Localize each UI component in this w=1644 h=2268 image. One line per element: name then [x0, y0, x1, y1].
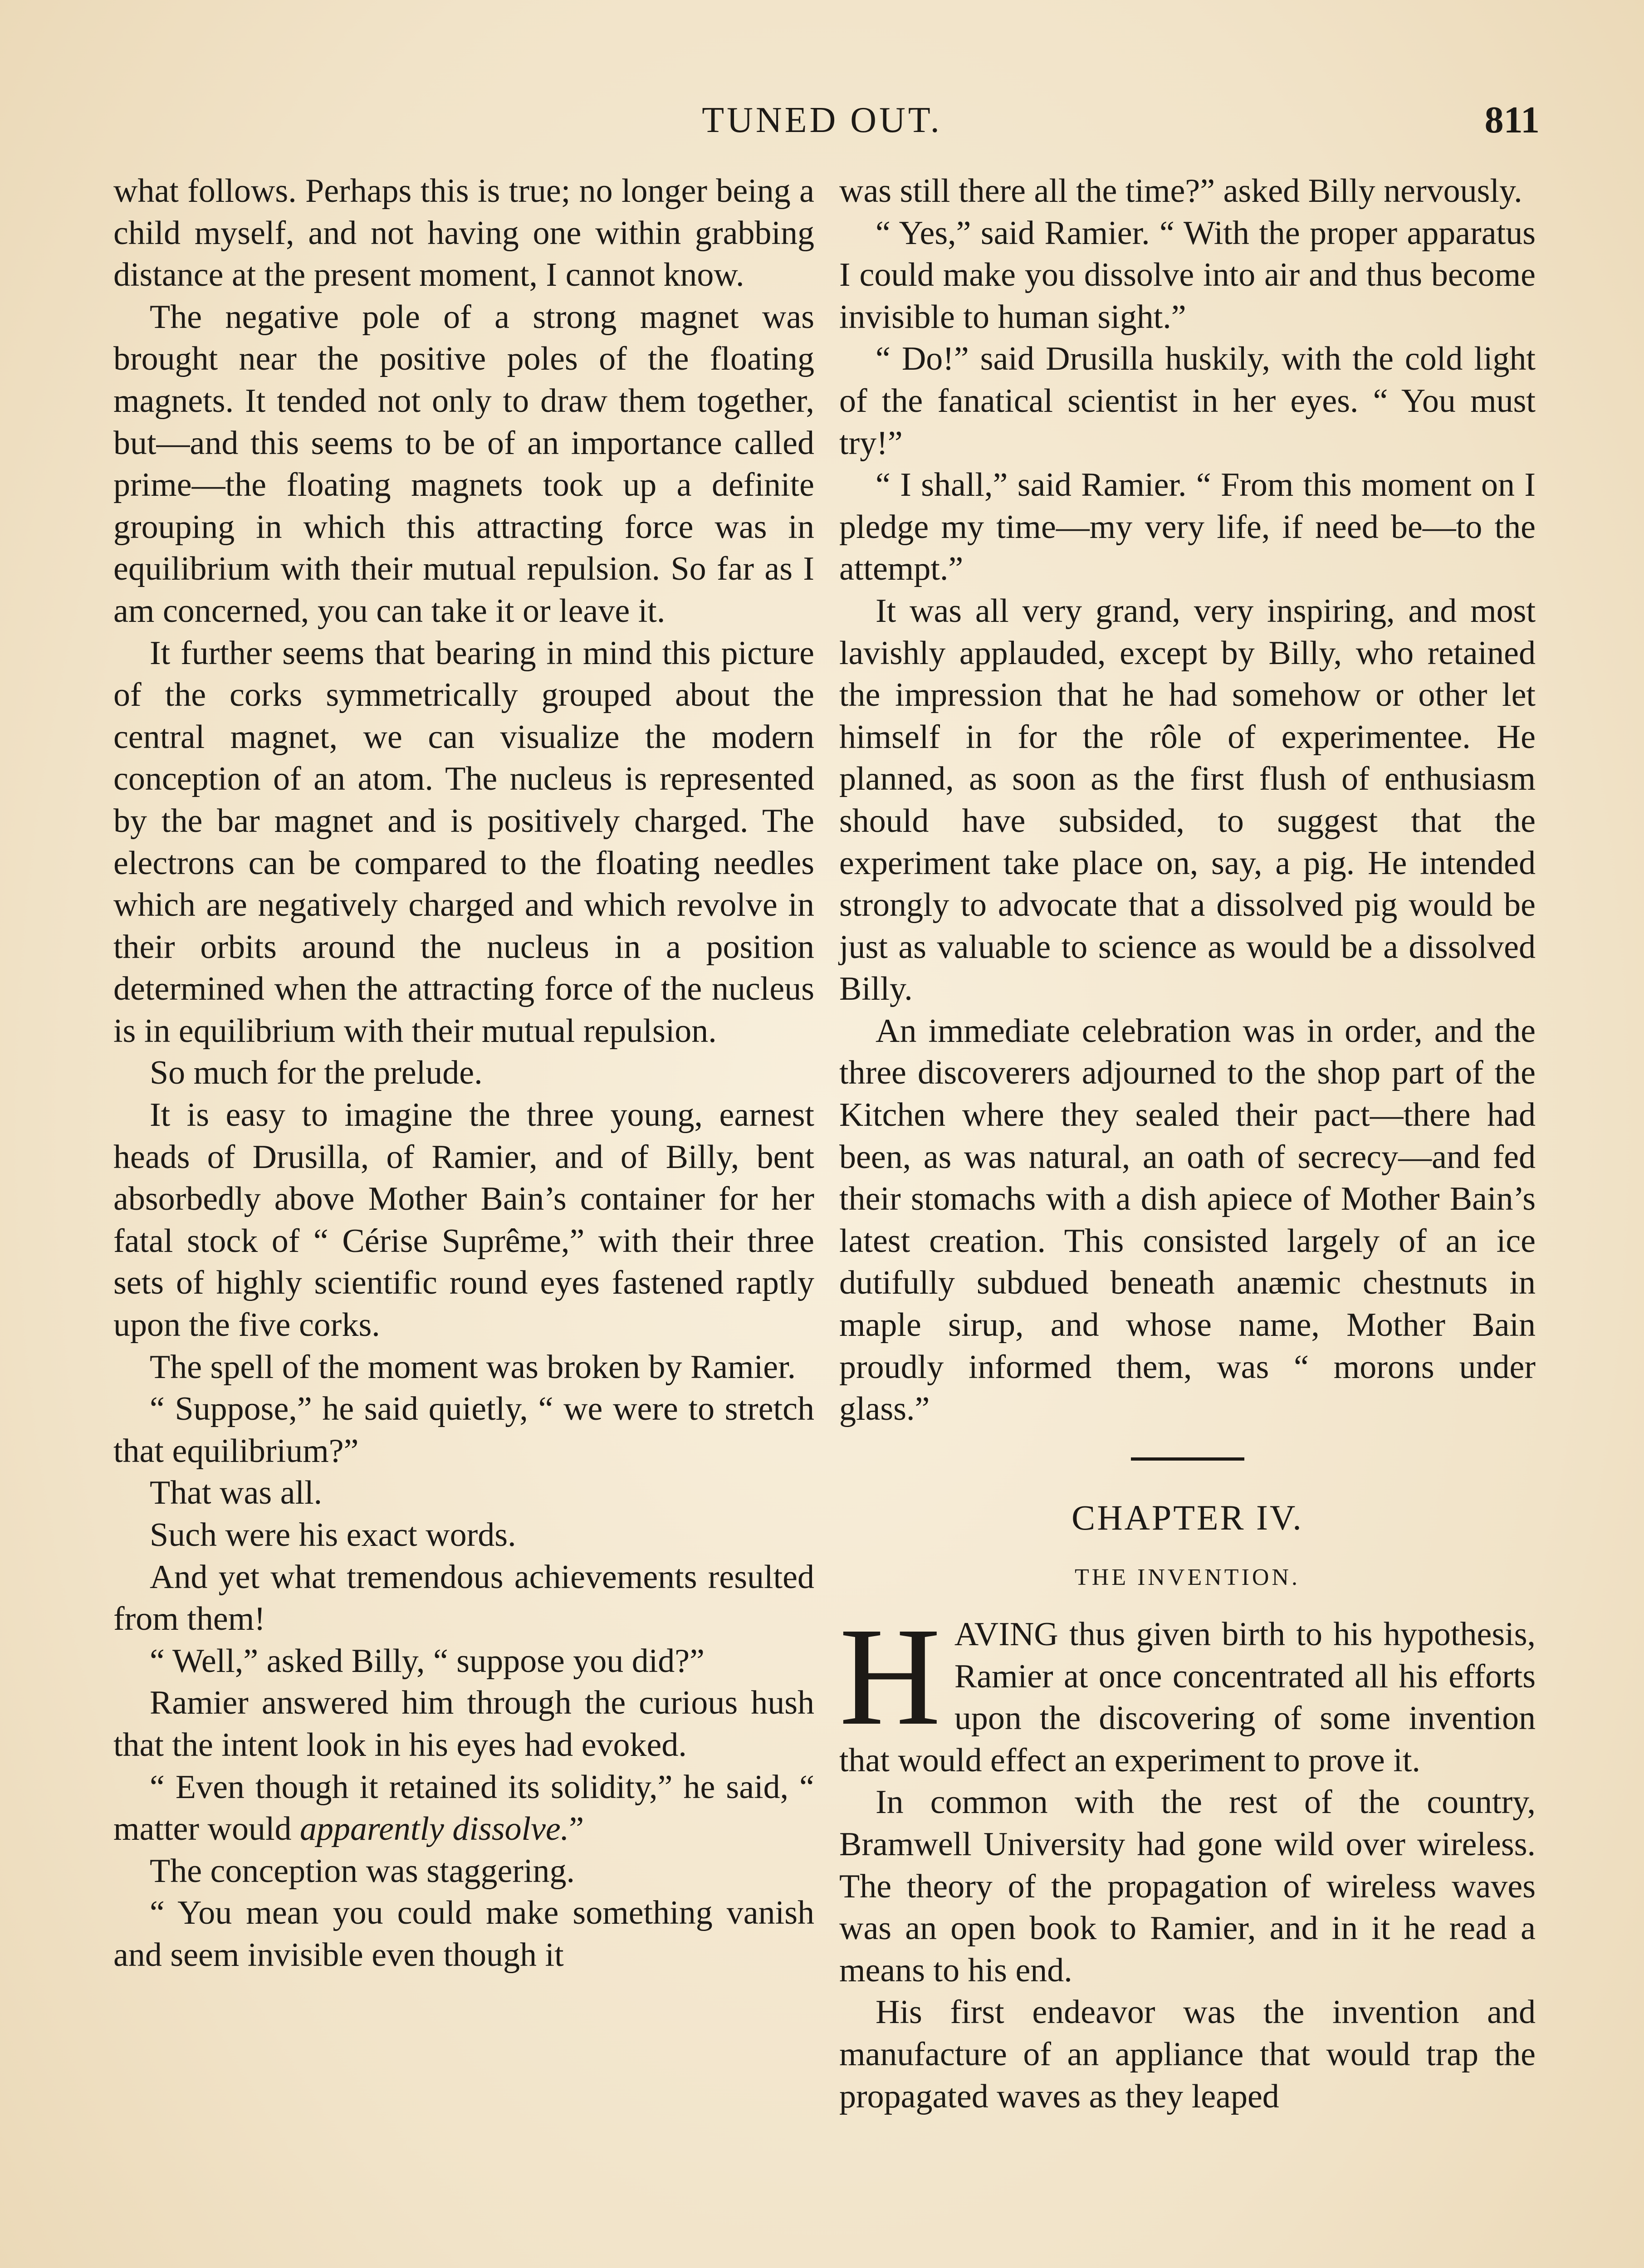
- paragraph: Ramier answered him through the curious hush that the intent look in his eyes had evoked.: [113, 1684, 814, 1764]
- paragraph-text: “ Even though it retained its solidity,” he said, “ matter would: [113, 1768, 814, 1848]
- paragraph: And yet what tremendous achievements resulted from them!: [113, 1558, 814, 1638]
- paragraph: “ Suppose,” he said quietly, “ we were to stretch that equilibrium?”: [113, 1390, 814, 1470]
- drop-cap: H: [839, 1599, 941, 1755]
- paragraph: “ You mean you could make something vanish and seem invisible even though it: [113, 1894, 814, 1974]
- section-divider: [1131, 1457, 1244, 1461]
- paragraph: was still there all the time?” asked Billy nervously.: [839, 172, 1522, 210]
- paragraph: “ Well,” asked Billy, “ suppose you did?”: [150, 1642, 705, 1680]
- right-column: [839, 170, 1536, 2117]
- running-title: TUNED OUT.: [702, 100, 942, 140]
- paragraph: what follows. Perhaps this is true; no longer being a child myself, and not having one within grabbing distance at the present moment, I cannot know.: [113, 172, 814, 294]
- paragraph: An immediate celebration was in order, and the three discoverers adjourned to the shop part of the Kitchen where they sealed their pact—there had been, as was natural, an oath of secrecy—and fed their stomachs with a dish apiece of Mother Bain’s latest creation. This consisted largely of an ice dutifully subdued beneath anæmic chestnuts in maple sirup, and whose name, Mother Bain proudly informed them, was “ morons under glass.”: [839, 1012, 1536, 1428]
- paragraph: It was all very grand, very inspiring, and most lavishly applauded, except by Billy, who retained the impression that he had somehow or other let himself in for the rôle of experimentee. He planned, as soon as the first flush of enthusiasm should have subsided, to suggest that the experiment take place on, say, a pig. He intended strongly to advocate that a dissolved pig would be just as valuable to science as would be a dissolved Billy.: [839, 592, 1536, 1008]
- paragraph: The conception was staggering.: [150, 1852, 575, 1890]
- chapter-title: THE INVENTION.: [1074, 1564, 1300, 1591]
- paragraph: It is easy to imagine the three young, earnest heads of Drusilla, of Ramier, and of Billy, bent absorbedly above Mother Bain’s container for her fatal stock of “ Cérise Suprême,” with their three sets of highly scientific round eyes fastened raptly upon the five corks.: [113, 1096, 814, 1344]
- paragraph: “ Do!” said Drusilla huskily, with the cold light of the fanatical scientist in her eyes. “ You must try!”: [839, 340, 1536, 462]
- chapter-heading: CHAPTER IV.: [1072, 1497, 1303, 1537]
- paragraph: His first endeavor was the invention and manufacture of an appliance that would trap the propagated waves as they leaped: [839, 1994, 1536, 2115]
- chapter-opening-paragraph: [839, 1599, 1536, 1781]
- paragraph: Such were his exact words.: [150, 1516, 516, 1554]
- paragraph: The spell of the moment was broken by Ramier.: [150, 1348, 796, 1386]
- page-number: 811: [1484, 99, 1540, 141]
- left-column: [113, 170, 814, 1976]
- paragraph: In common with the rest of the country, Bramwell University had gone wild over wireless. The theory of the propagation of wireless waves was an open book to Ramier, and in it he read a means to his end.: [839, 1784, 1536, 1989]
- paragraph-text: AVING thus given birth to his hypothesis, Ramier at once concentrated all his efforts upon the discovering of some invention that would effect an experiment to prove it.: [839, 1616, 1536, 1779]
- italic-phrase: apparently dissolve.: [300, 1810, 569, 1848]
- paragraph: It further seems that bearing in mind this picture of the corks symmetrically grouped about the central magnet, we can visualize the modern conception of an atom. The nucleus is represented by the bar magnet and is positively charged. The electrons can be compared to the floating needles which are negatively charged and which revolve in their orbits around the nucleus in a position determined when the attracting force of the nucleus is in equilibrium with their mutual repulsion.: [113, 634, 814, 1050]
- closing-quote: ”: [569, 1810, 584, 1848]
- paragraph: “ Yes,” said Ramier. “ With the proper apparatus I could make you dissolve into air and thus become invisible to human sight.”: [839, 214, 1536, 336]
- paragraph: The negative pole of a strong magnet was brought near the positive poles of the floating magnets. It tended not only to draw them together, but—and this seems to be of an importance called prime—the floating magnets took up a definite grouping in which this attracting force was in equilibrium with their mutual repulsion. So far as I am concerned, you can take it or leave it.: [113, 298, 814, 630]
- paragraph: “ I shall,” said Ramier. “ From this moment on I pledge my time—my very life, if need be—to the attempt.”: [839, 466, 1536, 588]
- paragraph: So much for the prelude.: [150, 1054, 483, 1092]
- paragraph: [113, 1766, 814, 1850]
- paragraph: That was all.: [150, 1474, 323, 1512]
